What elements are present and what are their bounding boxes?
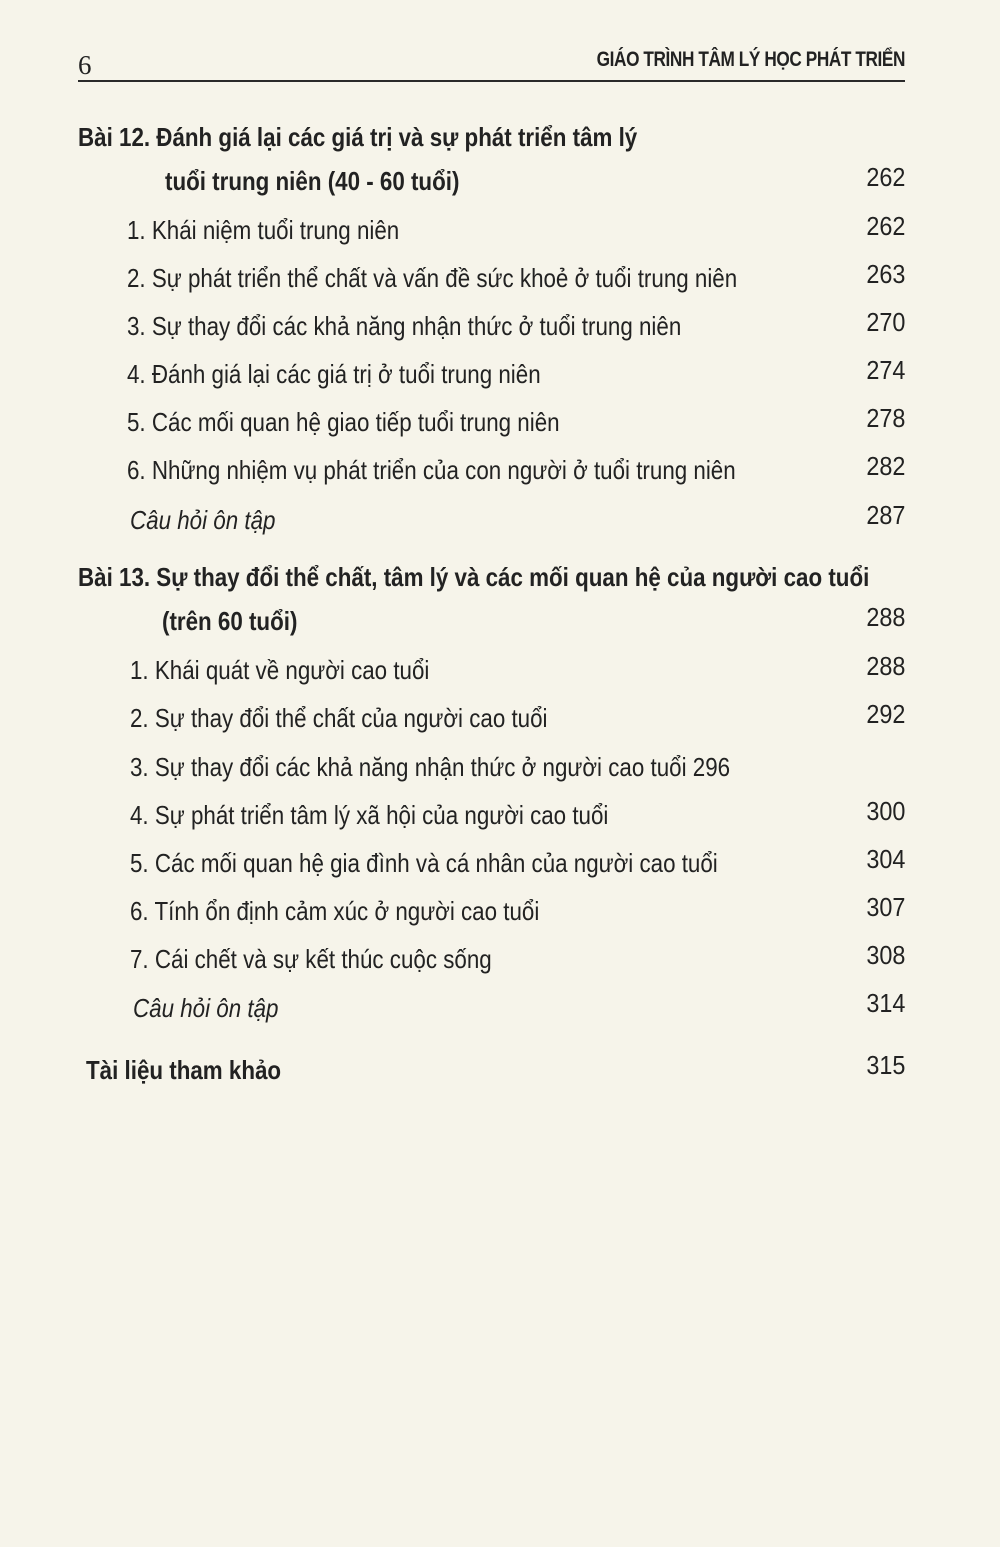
review-questions-page: 287 — [865, 500, 905, 530]
toc-item: 4. Đánh giá lại các giá trị ở tuổi trung niên — [127, 359, 541, 389]
page-header — [78, 44, 905, 82]
toc-item: 5. Các mối quan hệ gia đình và cá nhân của người cao tuổi — [130, 848, 718, 878]
toc-item-page: 308 — [865, 940, 905, 970]
toc-item: 1. Khái niệm tuổi trung niên — [127, 215, 400, 245]
toc-item: 5. Các mối quan hệ giao tiếp tuổi trung niên — [127, 407, 560, 437]
toc-item: 1. Khái quát về người cao tuổi — [130, 655, 430, 685]
toc-item-page: 292 — [865, 699, 905, 729]
lesson-13-title-line1: Bài 13. Sự thay đổi thể chất, tâm lý và các mối quan hệ của người cao tuổi — [78, 562, 870, 592]
toc-item: 3. Sự thay đổi các khả năng nhận thức ở người cao tuổi 296 — [130, 752, 731, 782]
toc-item-page: 262 — [865, 211, 905, 241]
toc-item: 6. Những nhiệm vụ phát triển của con người ở tuổi trung niên — [127, 455, 736, 485]
references-title: Tài liệu tham khảo — [86, 1055, 282, 1085]
toc-item-page: 304 — [865, 844, 905, 874]
toc-item: 4. Sự phát triển tâm lý xã hội của người cao tuổi — [130, 800, 609, 830]
review-questions: Câu hỏi ôn tập — [130, 505, 276, 535]
review-questions: Câu hỏi ôn tập — [133, 993, 279, 1023]
running-head: GIÁO TRÌNH TÂM LÝ HỌC PHÁT TRIỂN — [596, 48, 905, 71]
page-number: 6 — [78, 50, 92, 80]
toc-item: 2. Sự phát triển thể chất và vấn đề sức khoẻ ở tuổi trung niên — [127, 263, 738, 293]
toc-item-page: 300 — [865, 796, 905, 826]
lesson-12-title-line1: Bài 12. Đánh giá lại các giá trị và sự phát triển tâm lý — [78, 122, 638, 152]
review-questions-page: 314 — [865, 988, 905, 1018]
lesson-12-title-line2: tuổi trung niên (40 - 60 tuổi) — [165, 166, 460, 196]
toc-item-page: 282 — [865, 451, 905, 481]
toc-item: 3. Sự thay đổi các khả năng nhận thức ở tuổi trung niên — [127, 311, 682, 341]
toc-item-page: 288 — [865, 651, 905, 681]
toc-item-page: 270 — [865, 307, 905, 337]
toc-item: 2. Sự thay đổi thể chất của người cao tuổi — [130, 703, 548, 733]
references-page: 315 — [865, 1050, 905, 1080]
toc-item-page: 263 — [865, 259, 905, 289]
lesson-13-title-line2: (trên 60 tuổi) — [162, 606, 298, 636]
toc-item-page: 307 — [865, 892, 905, 922]
lesson-13-page: 288 — [865, 602, 905, 632]
toc-item-page: 274 — [865, 355, 905, 385]
toc-item: 6. Tính ổn định cảm xúc ở người cao tuổi — [130, 896, 540, 926]
toc-item-page: 278 — [865, 403, 905, 433]
lesson-12-page: 262 — [865, 162, 905, 192]
toc-item: 7. Cái chết và sự kết thúc cuộc sống — [130, 944, 492, 974]
